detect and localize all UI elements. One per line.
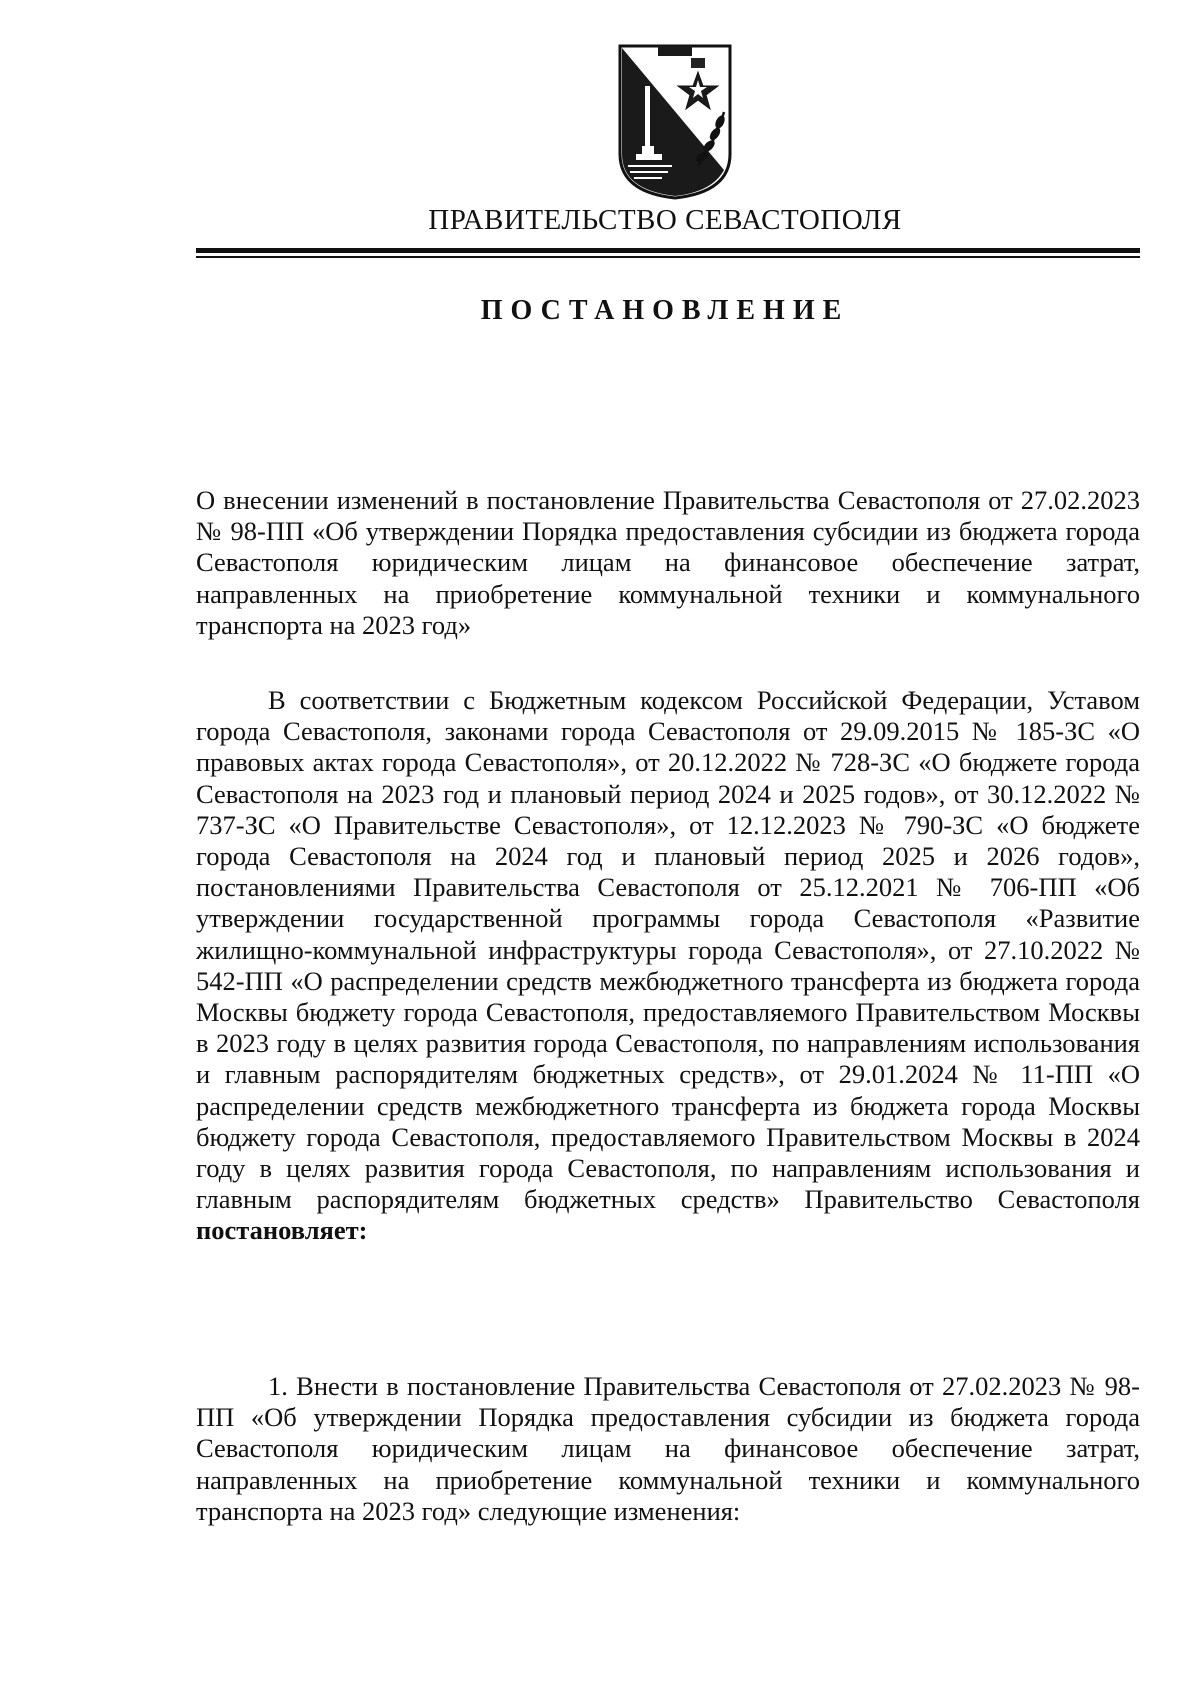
item-1-paragraph: 1. Внести в постановление Правительства Севастополя от 27.02.2023 № 98-ПП «Об утверждении Порядка предоставления субсидии из бюджета города Севастополя юридическим лицам на финансовое обеспечение затрат, направленных на приобретение коммунальной техники и коммунального транспорта на 2023 год» следующие изменения: [196,1371,1140,1526]
header-divider [196,248,1140,258]
organization-name: ПРАВИТЕЛЬСТВО СЕВАСТОПОЛЯ [428,204,902,236]
document-type: ПОСТАНОВЛЕНИЕ [480,295,850,326]
document-title: О внесении изменений в постановление Правительства Севастополя от 27.02.2023 № 98-ПП «Об утверждении Порядка предоставления субсидии из бюджета города Севастополя юридическим лицам на финансовое обеспечение затрат, направленных на приобретение коммунальной техники и коммунального транспорта на 2023 год» [196,485,1140,640]
sevastopol-coat-of-arms-icon [612,42,738,200]
resolves-word: постановляет: [196,1215,368,1246]
preamble-paragraph [196,685,1140,1247]
preamble-text: В соответствии с Бюджетным кодексом Российской Федерации, Уставом города Севастополя, законами города Севастополя от 29.09.2015 № 185-ЗС «О правовых актах города Севастополя», от 20.12.2022 № 728-ЗС «О бюджете города Севастополя на 2023 год и плановый период 2024 и 2025 годов», от 30.12.2022 № 737-ЗС «О Правительстве Севастополя», от 12.12.2023 № 790-ЗС «О бюджете города Севастополя на 2024 год и плановый период 2025 и 2026 годов», постановлениями Правительства Севастополя от 25.12.2021 № 706-ПП «Об утверждении государственной программы города Севастополя «Развитие жилищно-коммунальной инфраструктуры города Севастополя», от 27.10.2022 № 542-ПП «О распределении средств межбюджетного трансферта из бюджета города Москвы бюджету города Севастополя, предоставляемого Правительством Москвы в 2023 году в целях развития города Севастополя, по направлениям использования и главным распорядителям бюджетных средств», от 29.01.2024 № 11-ПП «О распределении средств межбюджетного трансферта из бюджета города Москвы бюджету города Севастополя, предоставляемого Правительством Москвы в 2024 году в целях развития города Севастополя, по направлениям использования и главным распорядителям бюджетных средств» Правительство Севастополя [196,685,1140,1215]
